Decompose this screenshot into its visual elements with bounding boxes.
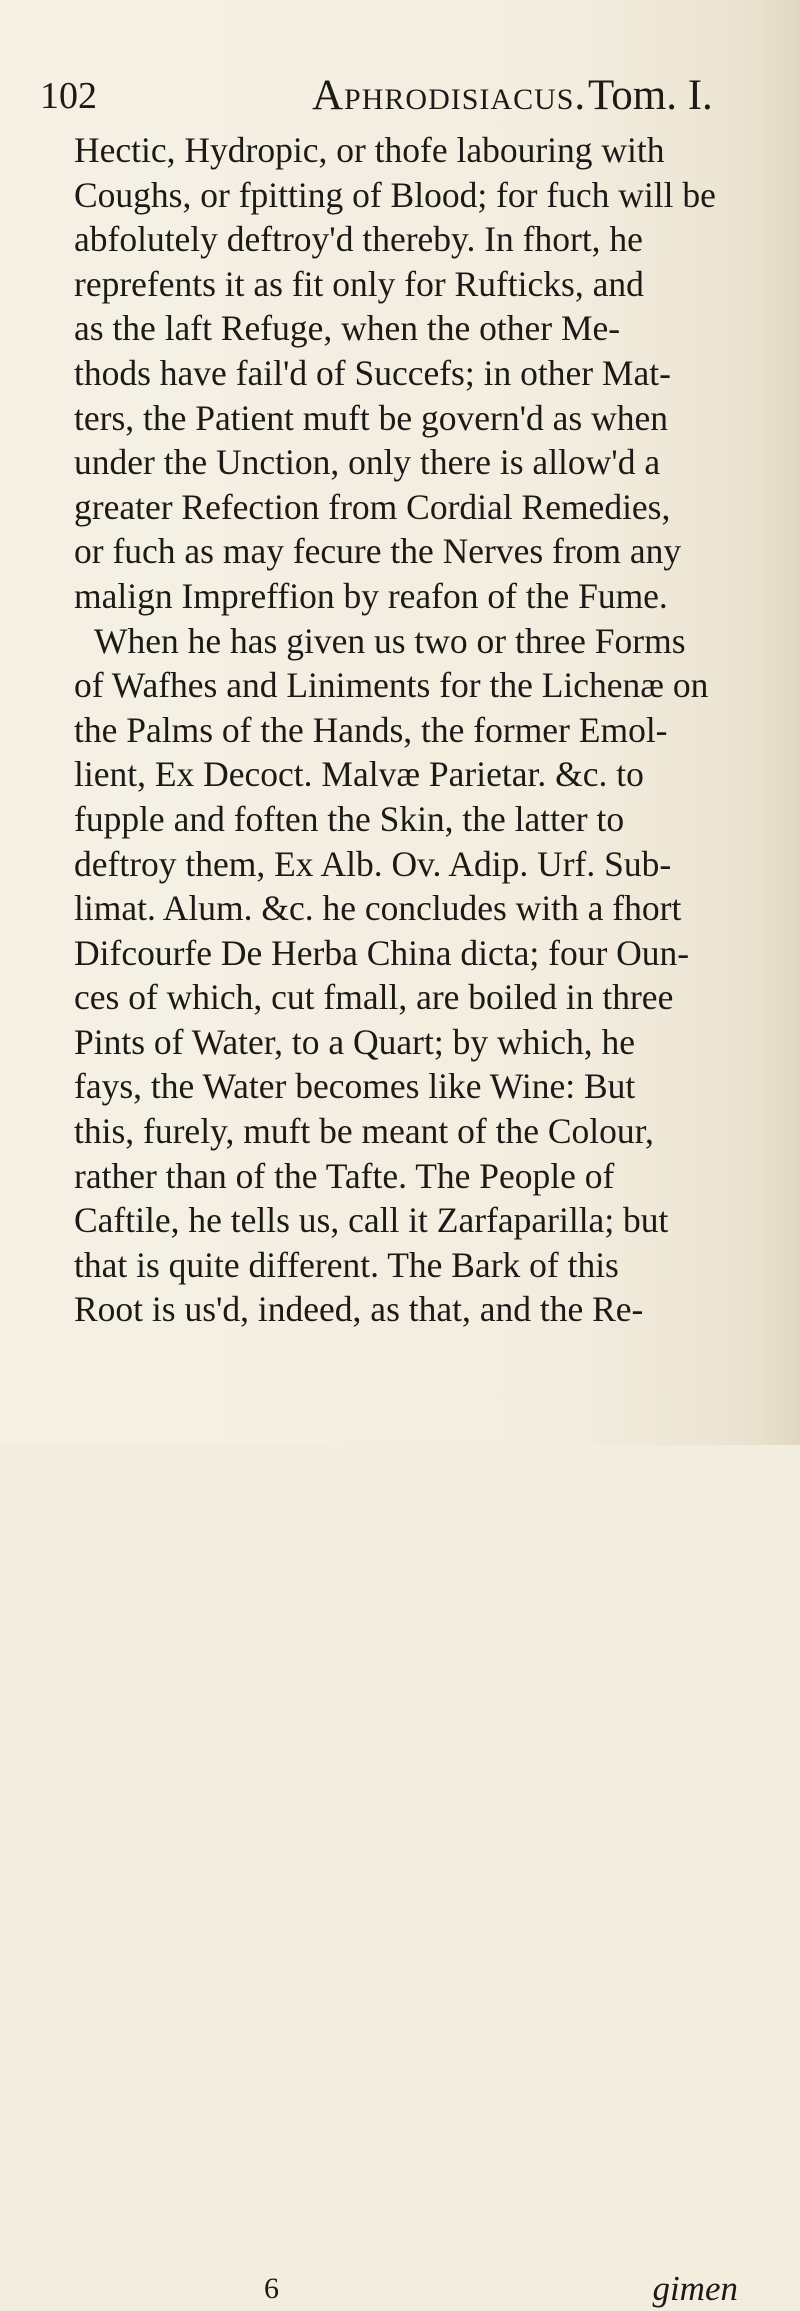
- catchword: gimen: [652, 2269, 738, 2308]
- text-line: that is quite different. The Bark of this: [74, 1244, 619, 1285]
- text-line: reprefents it as fit only for Rufticks, and: [74, 263, 644, 304]
- page-number: 102: [40, 75, 97, 117]
- text-line: or fuch as may fecure the Nerves from any: [74, 531, 682, 572]
- text-line: as the laft Refuge, when the other Me-: [74, 308, 621, 349]
- text-line: of Wafhes and Liniments for the Lichenæ on: [74, 665, 709, 706]
- text-line: When he has given us two or three Forms: [94, 620, 686, 661]
- text-line: ces of which, cut fmall, are boiled in three: [74, 977, 674, 1018]
- text-line: thods have fail'd of Succefs; in other Mat-: [74, 352, 671, 393]
- text-line: Pints of Water, to a Quart; by which, he: [74, 1021, 635, 1062]
- text-line: limat. Alum. &c. he concludes with a fhort: [74, 888, 682, 929]
- text-line: Hectic, Hydropic, or thofe labouring with: [74, 130, 665, 170]
- text-line: Caftile, he tells us, call it Zarfaparilla; but: [74, 1200, 669, 1241]
- text-line: fupple and foften the Skin, the latter to: [74, 798, 625, 839]
- text-line: greater Refection from Cordial Remedies,: [74, 486, 671, 527]
- text-line: under the Unction, only there is allow'd a: [74, 442, 661, 483]
- text-line: fays, the Water becomes like Wine: But: [74, 1066, 636, 1107]
- text-line: Root is us'd, indeed, as that, and the Re-: [74, 1289, 644, 1330]
- text-line: rather than of the Tafte. The People of: [74, 1155, 615, 1196]
- text-line: lient, Ex Decoct. Malvæ Parietar. &c. to: [74, 754, 644, 795]
- signature-mark: 6: [264, 2272, 279, 2305]
- text-line: the Palms of the Hands, the former Emol-: [74, 709, 668, 750]
- running-head: [40, 66, 780, 126]
- text-line: malign Impreffion by reafon of the Fume.: [74, 575, 668, 616]
- text-line: deftroy them, Ex Alb. Ov. Adip. Urf. Sub-: [74, 843, 672, 884]
- text-line: abfolutely deftroy'd thereby. In fhort, he: [74, 219, 643, 260]
- text-line: Coughs, or fpitting of Blood; for fuch will be: [74, 174, 716, 215]
- text-line: Difcourfe De Herba China dicta; four Oun-: [74, 932, 690, 973]
- running-title: Aphrodisiacus.: [312, 72, 587, 119]
- text-line: ters, the Patient muft be govern'd as when: [74, 397, 668, 438]
- text-line: this, furely, muft be meant of the Colour,: [74, 1111, 654, 1152]
- tome-label: Tom. I.: [588, 72, 713, 119]
